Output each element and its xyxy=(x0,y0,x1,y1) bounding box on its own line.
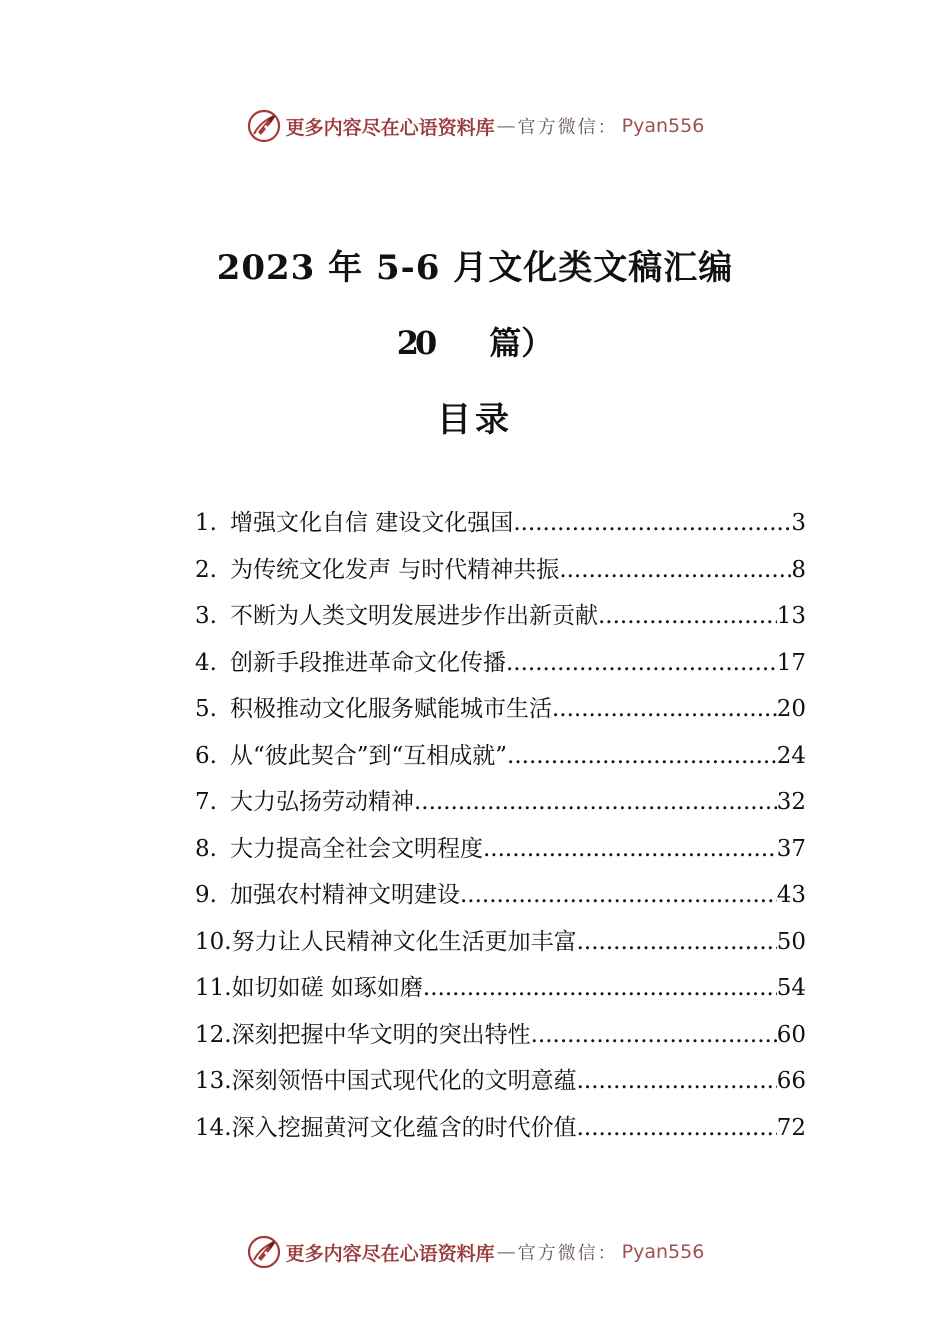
toc-entry-number: 6. xyxy=(195,742,217,769)
toc-entry-page: 17 xyxy=(776,649,806,676)
toc-entry[interactable] xyxy=(195,503,806,550)
toc-entry-page: 54 xyxy=(776,975,806,1001)
toc-entry-page: 3 xyxy=(791,510,806,536)
toc-entry-page: 13 xyxy=(776,603,806,629)
toc-leader-dots xyxy=(552,689,777,729)
toc-leader-dots xyxy=(423,968,777,1008)
toc-leader-dots xyxy=(483,829,777,869)
toc-entry[interactable] xyxy=(195,968,806,1015)
toc-entry-page: 43 xyxy=(776,882,806,908)
toc-entry-page: 24 xyxy=(776,742,806,769)
site-name-text: 更多内容尽在心语资料库 xyxy=(285,1242,495,1265)
toc-leader-dots xyxy=(559,550,791,590)
official-wechat-label: 官方微信： xyxy=(517,117,618,138)
toc-leader-dots xyxy=(513,503,791,543)
banner-dash: — xyxy=(496,1241,516,1263)
toc-leader-dots xyxy=(577,1061,777,1101)
toc-entry[interactable] xyxy=(195,829,806,876)
toc-leader-dots xyxy=(577,922,777,962)
site-name-text: 更多内容尽在心语资料库 xyxy=(285,116,495,139)
toc-entry-title: 不断为人类文明发展进步作出新贡献 xyxy=(230,603,598,629)
subtitle-unit: 篇） xyxy=(489,324,554,362)
toc-entry[interactable] xyxy=(195,1061,806,1108)
pen-logo-icon xyxy=(246,1234,282,1270)
wechat-id: Pyan556 xyxy=(621,1241,705,1263)
toc-entry-title: 深刻把握中华文明的突出特性 xyxy=(231,1021,531,1048)
toc-entry-number: 7. xyxy=(195,789,217,815)
pen-logo-icon xyxy=(246,108,282,144)
subtitle-count: 20 xyxy=(396,324,434,362)
toc-entry[interactable] xyxy=(195,782,806,829)
toc-entry-title: 为传统文化发声 与时代精神共振 xyxy=(230,556,560,583)
toc-entry-title: 努力让人民精神文化生活更加丰富 xyxy=(231,928,577,955)
toc-leader-dots xyxy=(577,1108,777,1148)
toc-entry-title: 创新手段推进革命文化传播 xyxy=(230,649,506,676)
toc-leader-dots xyxy=(507,736,777,776)
toc-entry[interactable] xyxy=(195,736,806,783)
toc-entry-title: 深刻领悟中国式现代化的文明意蕴 xyxy=(231,1068,577,1094)
toc-entry[interactable] xyxy=(195,922,806,969)
toc-entry-number: 10. xyxy=(195,928,232,955)
table-of-contents xyxy=(195,503,806,1154)
document-title: 2023 年 5-6 月文化类文稿汇编 xyxy=(216,248,734,288)
header-banner xyxy=(0,106,950,146)
toc-entry-page: 50 xyxy=(776,928,806,955)
toc-entry-number: 5. xyxy=(195,696,217,722)
toc-entry-number: 11. xyxy=(195,975,232,1001)
toc-entry-number: 1. xyxy=(195,510,217,536)
toc-entry-number: 12. xyxy=(195,1021,232,1048)
toc-entry-title: 深入挖掘黄河文化蕴含的时代价值 xyxy=(231,1114,577,1141)
toc-entry-number: 14. xyxy=(195,1114,232,1141)
toc-entry-number: 9. xyxy=(195,882,217,908)
toc-entry-number: 2. xyxy=(195,556,217,583)
toc-entry[interactable] xyxy=(195,875,806,922)
toc-entry-page: 72 xyxy=(776,1114,806,1141)
official-wechat-label: 官方微信： xyxy=(517,1243,618,1264)
toc-entry[interactable] xyxy=(195,689,806,736)
toc-entry[interactable] xyxy=(195,1015,806,1062)
toc-entry-number: 13. xyxy=(195,1068,232,1094)
footer-banner xyxy=(0,1232,950,1272)
toc-entry-page: 66 xyxy=(776,1068,806,1094)
toc-entry-title: 从“彼此契合”到“互相成就” xyxy=(230,742,508,769)
banner-dash: — xyxy=(496,115,516,137)
toc-entry[interactable] xyxy=(195,1108,806,1155)
toc-entry-page: 8 xyxy=(791,556,806,583)
toc-entry-title: 大力提高全社会文明程度 xyxy=(230,835,483,862)
toc-entry-page: 37 xyxy=(776,835,806,862)
toc-entry-title: 如切如磋 如琢如磨 xyxy=(231,975,423,1001)
toc-entry-number: 4. xyxy=(195,649,217,676)
toc-entry[interactable] xyxy=(195,596,806,643)
toc-entry[interactable] xyxy=(195,550,806,597)
toc-entry-title: 积极推动文化服务赋能城市生活 xyxy=(230,696,552,722)
toc-leader-dots xyxy=(414,782,777,822)
toc-leader-dots xyxy=(531,1015,777,1055)
toc-entry-title: 大力弘扬劳动精神 xyxy=(230,789,414,815)
wechat-id: Pyan556 xyxy=(621,115,705,137)
document-subtitle xyxy=(0,318,950,364)
toc-heading: 目录 xyxy=(437,400,513,440)
toc-entry[interactable] xyxy=(195,643,806,690)
toc-entry-page: 32 xyxy=(776,789,806,815)
toc-entry-number: 8. xyxy=(195,835,217,862)
toc-entry-title: 增强文化自信 建设文化强国 xyxy=(230,510,514,536)
toc-entry-number: 3. xyxy=(195,603,217,629)
toc-entry-page: 60 xyxy=(776,1021,806,1048)
toc-leader-dots xyxy=(506,643,777,683)
toc-entry-page: 20 xyxy=(776,696,806,722)
toc-entry-title: 加强农村精神文明建设 xyxy=(230,882,460,908)
toc-leader-dots xyxy=(598,596,777,636)
toc-leader-dots xyxy=(460,875,777,915)
